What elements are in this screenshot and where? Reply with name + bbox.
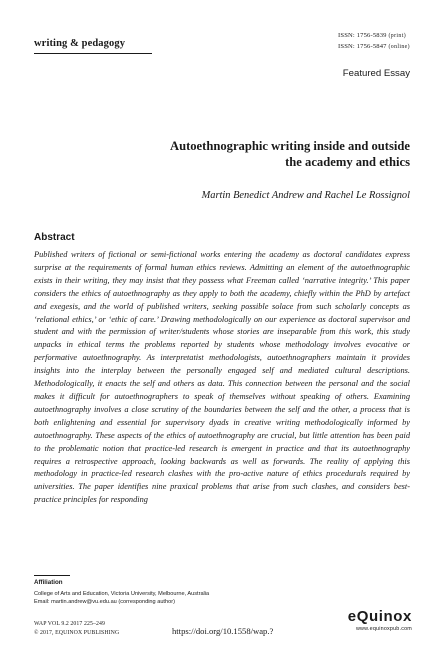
affiliation-heading: Affiliation	[34, 579, 63, 586]
issn-print	[338, 31, 410, 42]
title-line-2: the academy and ethics	[285, 155, 410, 169]
doi-link[interactable]: https://doi.org/10.1558/wap.?	[172, 626, 274, 636]
section-label: Featured Essay	[342, 68, 410, 79]
title-line-1: Autoethnographic writing inside and outside	[169, 139, 410, 153]
issn-print-tag: (print)	[388, 33, 407, 39]
equinox-logo	[336, 608, 412, 642]
affiliation-rule	[34, 575, 70, 576]
affiliation-institution: College of Arts and Education, Victoria University, Melbourne, Australia	[34, 591, 210, 597]
volume-info: WAP VOL 9.2 2017 225–249	[34, 621, 105, 627]
footer-meta	[34, 620, 119, 637]
copyright: © 2017, EQUINOX PUBLISHING	[34, 629, 120, 636]
issn-online-number: ISSN: 1756-5847	[338, 42, 387, 50]
logo-url: www.equinoxpub.com	[355, 626, 412, 632]
journal-name: writing & pedagogy	[34, 38, 126, 49]
affiliation-email: Email: martin.andrew@vu.edu.au (corresponding author)	[34, 599, 175, 605]
issn-online	[338, 42, 410, 53]
journal-rule	[34, 53, 152, 54]
abstract-text: Published writers of fictional or semi-fictional works entering the academy as doctoral candidates express surprise at the requirements of formal human ethics reviews. Admitting an element of the autoethnographic exists in their writing, they may insist that they possess what Freeman called ‘narrative integrity.’ This paper considers the ethics of autoethnography as they apply to both the academy, chiefly within the PhD by artefact and exegesis, and the world of published writers, seeking possible solace from such scholarly concepts as ‘relational ethics,’ or ‘ethic of care.’ Drawing methodologically on our experience as doctoral supervisor and student and with the permission of writer/students whose stories are inseparable from this work, this study unpacks in ethical terms the problems reported by students whose methodology involves evocative or performative autoethnography. As interpretatist methodologists, autoethnographers maintain it provides insights into the interplay between the personally engaged self and mediated cultural descriptions. Methodologically, it enacts the self and others as data. This connection between the personal and the social makes it difficult for autoethnographers to speak of themselves without speaking of others. Examining autoethnography involves a close scrutiny of the boundaries between the self and the other, a process that is both enlightening and essential for supervisory dyads in creative writing methodologically informed by autoethnography. These aspects of the ethics of autoethnography are crucial, but little attention has been paid to the problematic notion that practice-led research is emergent in practice and that its autoethnography requires a retrospective approach, looking backwards as well as forwards. The reality of applying this methodology in practice-led research clashes with the pro-active nature of ethics procedurals required by universities. The paper identifies nine praxical problems that arise from such clashes, and considers best-practice principles for responding	[34, 250, 410, 505]
authors: Martin Benedict Andrew and Rachel Le Rossignol	[201, 190, 410, 201]
abstract-heading: Abstract	[34, 232, 75, 243]
affiliation-text	[34, 590, 209, 606]
article-title	[100, 138, 410, 170]
issn-print-number: ISSN: 1756-5839	[338, 32, 387, 39]
logo-wordmark: eQuinox	[347, 608, 412, 625]
issn-online-tag: (online)	[388, 43, 410, 50]
issn-block	[338, 31, 410, 52]
